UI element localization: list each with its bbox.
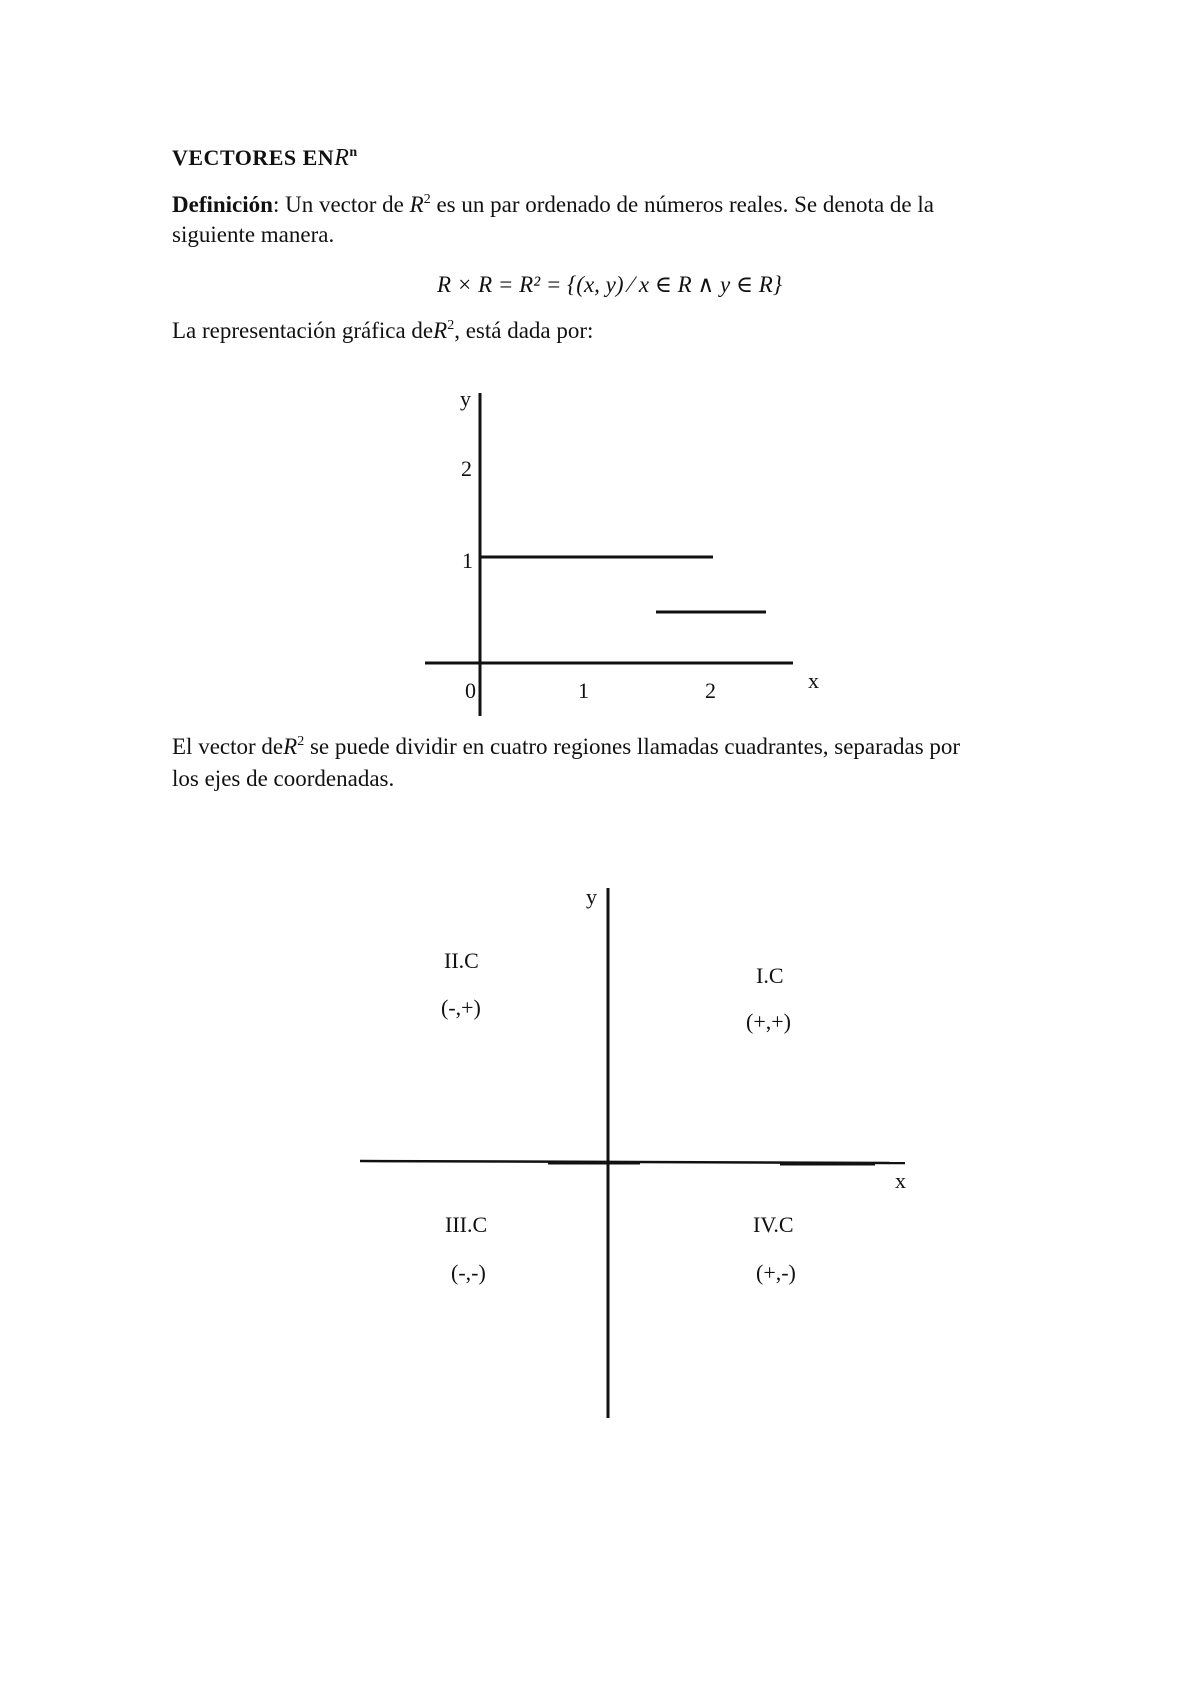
quadrant-2-sign: (-,+) xyxy=(441,995,481,1020)
title-text: VECTORES EN xyxy=(172,145,335,170)
definition-exponent: 2 xyxy=(423,192,431,207)
quadrant-3-name: III.C xyxy=(445,1212,488,1237)
graph1-y-label: y xyxy=(460,386,471,411)
quadrant-4-sign: (+,-) xyxy=(756,1260,796,1285)
page-title xyxy=(172,145,358,172)
quadrant-text-after: se puede dividir en cuatro regiones llamadas cuadrantes, separadas por xyxy=(304,734,961,759)
graph2-x-axis xyxy=(360,1161,905,1163)
graph2-y-label: y xyxy=(586,884,597,909)
representation-exponent: 2 xyxy=(447,318,455,333)
graph1-y-tick-1: 1 xyxy=(462,548,473,573)
definition-text-after: es un par ordenado de números reales. Se denota de la xyxy=(430,192,934,217)
graph1-x-tick-1: 1 xyxy=(578,678,589,703)
quadrant-paragraph xyxy=(172,732,960,766)
definition-paragraph xyxy=(172,190,934,224)
representation-text-before: La representación gráfica de xyxy=(172,318,434,343)
title-symbol: R xyxy=(334,145,350,171)
graph1-x-label: x xyxy=(808,668,819,693)
quadrant-line-2: los ejes de coordenadas. xyxy=(172,766,395,791)
graph1-x-tick-0: 0 xyxy=(465,678,476,703)
title-exponent: n xyxy=(349,145,358,160)
graph1-x-tick-2: 2 xyxy=(705,678,716,703)
representation-text-after: , está dada por: xyxy=(454,318,594,343)
representation-paragraph xyxy=(172,316,593,350)
representation-symbol: R xyxy=(433,318,448,343)
quadrant-4-name: IV.C xyxy=(753,1212,794,1237)
definition-label: Definición xyxy=(172,192,273,217)
quadrant-text-before: El vector de xyxy=(172,734,284,759)
graph2-x-label: x xyxy=(895,1168,906,1193)
quadrant-2-name: II.C xyxy=(444,948,479,973)
quadrant-exponent: 2 xyxy=(297,734,305,749)
set-formula: R × R = R² = {(x, y) ⁄ x ∈ R ∧ y ∈ R} xyxy=(437,272,782,297)
quadrant-symbol: R xyxy=(283,734,298,759)
quadrant-1-sign: (+,+) xyxy=(746,1009,791,1034)
definition-symbol: R xyxy=(409,192,424,217)
quadrant-3-sign: (-,-) xyxy=(451,1260,486,1285)
definition-text-before: : Un vector de xyxy=(272,192,410,217)
quadrant-1-name: I.C xyxy=(756,963,784,988)
definition-line-2: siguiente manera. xyxy=(172,222,335,247)
graph1-y-tick-2: 2 xyxy=(461,456,472,481)
